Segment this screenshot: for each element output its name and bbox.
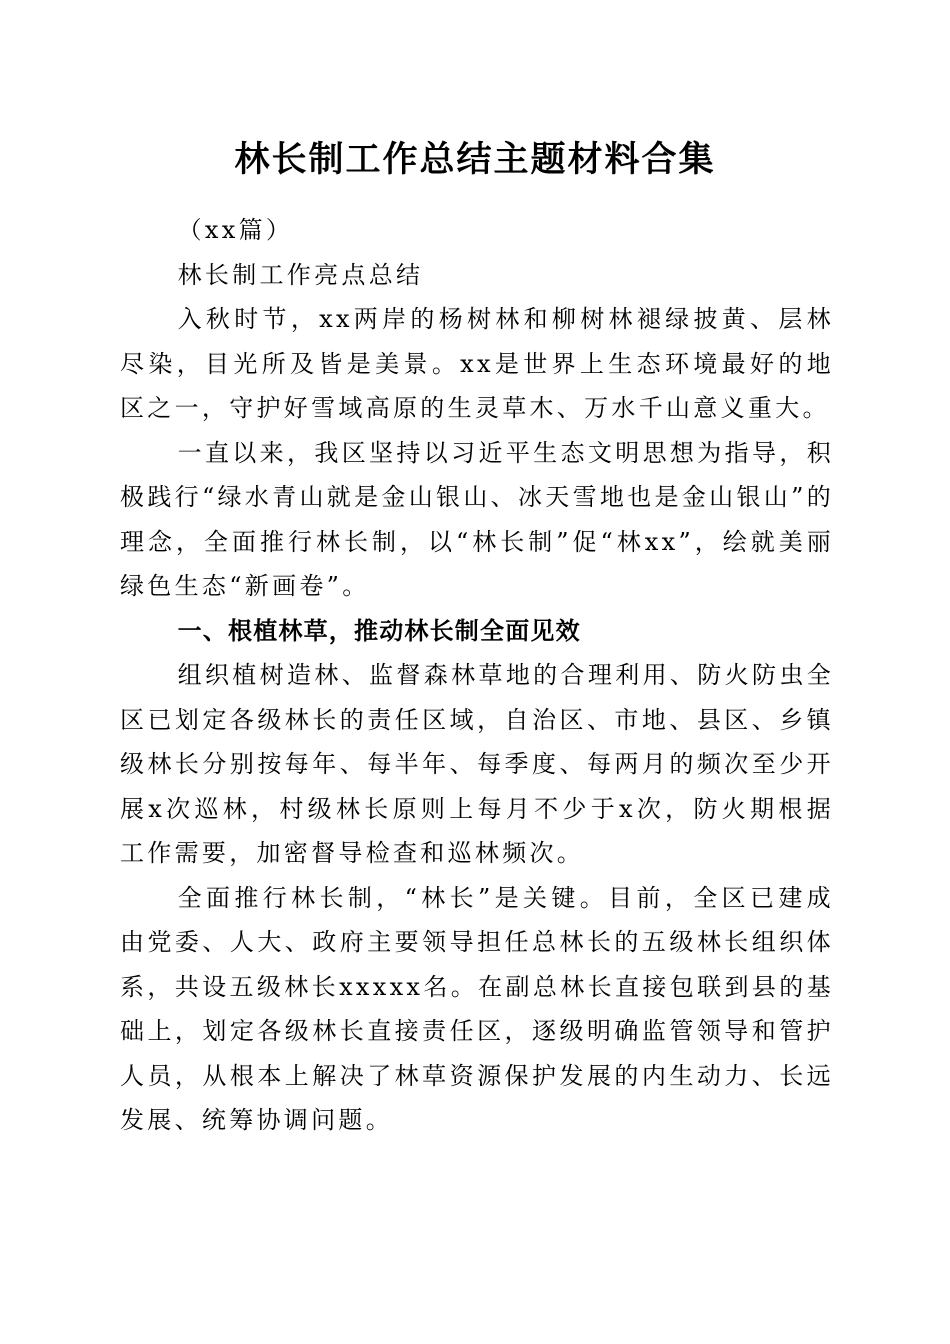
body-paragraph: 一直以来，我区坚持以习近平生态文明思想为指导，积极践行“绿水青山就是金山银山、冰天雪地也是金山银山”的理念，全面推行林长制，以“林长制”促“林xx”，绘就美丽绿色生态“新画卷”。 <box>120 438 834 600</box>
body-paragraph: 全面推行林长制，“林长”是关键。目前，全区已建成由党委、人大、政府主要领导担任总林长的五级林长组织体系，共设五级林长xxxxx名。在副总林长直接包联到县的基础上，划定各级林长直接责任区，逐级明确监管领导和管护人员，从根本上解决了林草资源保护发展的内生动力、长远发展、统筹协调问题。 <box>120 883 834 1134</box>
section-count-note: （xx篇） <box>177 216 294 244</box>
document-title: 林长制工作总结主题材料合集 <box>234 139 716 180</box>
body-paragraph: 入秋时节，xx两岸的杨树林和柳树林褪绿披黄、层林尽染，目光所及皆是美景。xx是世界上生态环境最好的地区之一，守护好雪域高原的生灵草木、万水千山意义重大。 <box>120 305 834 422</box>
body-paragraph: 组织植树造林、监督森林草地的合理利用、防火防虫全区已划定各级林长的责任区域，自治区、市地、县区、乡镇级林长分别按每年、每半年、每季度、每两月的频次至少开展x次巡林，村级林长原则上每月不少于x次，防火期根据工作需要，加密督导检查和巡林频次。 <box>120 661 834 867</box>
section-heading: 一、根植林草，推动林长制全面见效 <box>177 616 581 645</box>
document-body <box>120 208 834 1143</box>
article-subtitle: 林长制工作亮点总结 <box>177 260 424 289</box>
